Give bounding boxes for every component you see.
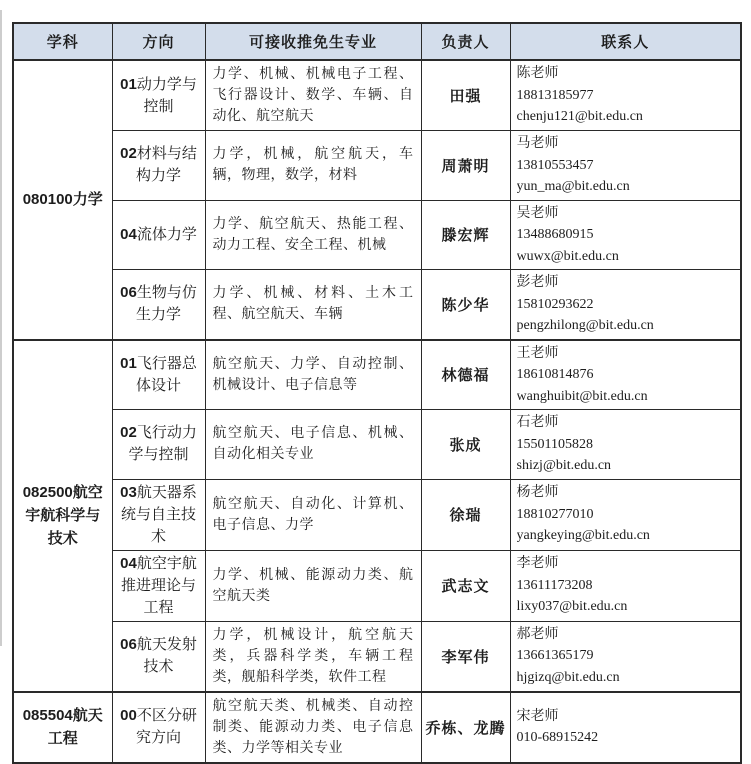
direction-code: 04	[120, 225, 137, 243]
subject-cell	[13, 340, 112, 692]
contact-cell	[510, 131, 741, 201]
contact-line: yun_ma@bit.edu.cn	[516, 179, 630, 194]
header-contact: 联系人	[510, 23, 741, 60]
direction-name: 航空宇航推进理论与工程	[120, 555, 197, 616]
direction-code: 02	[120, 424, 137, 442]
subject-code: 085504	[22, 706, 73, 724]
subject-cell	[13, 692, 112, 763]
majors-cell: 航空航天、力学、自动控制、机械设计、电子信息等	[205, 340, 421, 410]
majors-cell: 力学、航空航天、热能工程、动力工程、安全工程、机械	[205, 200, 421, 270]
contact-cell	[510, 200, 741, 270]
majors-cell: 力学，机械，航空航天，车辆，物理，数学，材料	[205, 131, 421, 201]
contact-line: 18610814876	[516, 367, 594, 382]
leader-cell: 滕宏辉	[421, 200, 510, 270]
contact-line: 陈老师	[516, 66, 559, 82]
contact-cell	[510, 60, 741, 131]
contact-cell	[510, 270, 741, 340]
leader-cell: 林德福	[421, 340, 510, 410]
direction-name: 飞行动力学与控制	[128, 425, 197, 464]
majors-cell: 力学、机械、能源动力类、航空航天类	[205, 550, 421, 621]
direction-cell	[112, 550, 205, 621]
contact-line: 15501105828	[516, 436, 593, 452]
contact-line: 彭老师	[516, 275, 559, 290]
leader-cell: 李军伟	[421, 621, 510, 692]
majors-cell: 力学、机械、材料、土木工程、航空航天、车辆	[205, 270, 421, 340]
contact-line: 石老师	[516, 415, 559, 430]
leader-cell: 周萧明	[421, 131, 510, 201]
table-header	[13, 23, 741, 60]
header-subject: 学科	[13, 23, 112, 60]
direction-cell	[112, 60, 205, 131]
contact-line: 010-68915242	[516, 730, 599, 745]
contact-line: 18810277010	[516, 506, 594, 522]
contact-cell	[510, 692, 741, 763]
leader-cell: 徐瑞	[421, 479, 510, 550]
table-row	[13, 200, 741, 270]
direction-code: 02	[120, 145, 137, 163]
table-row	[13, 60, 741, 131]
direction-name: 航天发射技术	[136, 637, 197, 675]
leader-cell: 张成	[421, 410, 510, 480]
contact-line: 13661365179	[516, 648, 594, 664]
direction-name: 材料与结构力学	[135, 146, 197, 185]
direction-name: 不区分研究方向	[135, 708, 197, 746]
contact-cell	[510, 410, 741, 480]
direction-cell	[112, 131, 205, 201]
table-row	[13, 410, 741, 480]
direction-cell	[112, 340, 205, 410]
direction-code: 06	[120, 284, 137, 302]
leader-cell: 陈少华	[421, 270, 510, 340]
contact-line: chenju121@bit.edu.cn	[516, 109, 643, 125]
majors-cell: 航空航天、自动化、计算机、电子信息、力学	[205, 479, 421, 550]
contact-cell	[510, 621, 741, 692]
leader-cell: 田强	[421, 60, 510, 131]
contact-line: wanghuibit@bit.edu.cn	[516, 388, 648, 404]
majors-cell: 力学，机械设计，航空航天类，兵器科学类，车辆工程类，舰船科学类，软件工程	[205, 621, 421, 692]
table-row	[13, 479, 741, 550]
contact-cell	[510, 550, 741, 621]
direction-code: 06	[120, 636, 137, 653]
subject-cell	[13, 60, 112, 340]
subject-name: 航天工程	[47, 707, 103, 747]
contact-line: 13810553457	[516, 157, 594, 173]
contact-line: pengzhilong@bit.edu.cn	[516, 318, 654, 333]
contact-line: yangkeying@bit.edu.cn	[516, 528, 650, 544]
contact-line: 王老师	[516, 345, 559, 361]
subject-code: 080100	[22, 190, 73, 208]
table-row	[13, 340, 741, 410]
contact-line: 13488680915	[516, 227, 594, 242]
contact-line: shizj@bit.edu.cn	[516, 458, 612, 473]
contact-line: 吴老师	[516, 205, 559, 221]
header-majors: 可接收推免生专业	[205, 23, 421, 60]
direction-cell	[112, 410, 205, 480]
direction-name: 生物与仿生力学	[135, 285, 197, 324]
contact-line: wuwx@bit.edu.cn	[516, 248, 619, 264]
contact-cell	[510, 479, 741, 550]
majors-cell: 力学、机械、机械电子工程、飞行器设计、数学、车辆、自动化、航空航天	[205, 60, 421, 131]
admissions-table	[12, 22, 742, 764]
table-row	[13, 270, 741, 340]
direction-cell	[112, 270, 205, 340]
contact-line: lixy037@bit.edu.cn	[516, 599, 628, 615]
direction-cell	[112, 200, 205, 270]
direction-code: 03	[120, 483, 137, 501]
contact-line: 马老师	[516, 136, 559, 151]
direction-cell	[112, 621, 205, 692]
header-row	[13, 23, 741, 60]
page-edge-artifact	[0, 10, 2, 646]
majors-cell: 航空航天、电子信息、机械、自动化相关专业	[205, 410, 421, 480]
table-row	[13, 692, 741, 763]
majors-cell: 航空航天类、机械类、自动控制类、能源动力类、电子信息类、力学等相关专业	[205, 692, 421, 763]
contact-line: 杨老师	[516, 485, 559, 501]
direction-code: 04	[120, 554, 137, 572]
direction-cell	[112, 692, 205, 763]
contact-line: 李老师	[516, 556, 559, 572]
direction-name: 流体力学	[136, 226, 197, 243]
contact-line: hjgizq@bit.edu.cn	[516, 669, 620, 685]
direction-name: 动力学与控制	[136, 76, 197, 115]
leader-cell: 武志文	[421, 550, 510, 621]
direction-code: 00	[120, 707, 137, 724]
header-leader: 负责人	[421, 23, 510, 60]
table-row	[13, 621, 741, 692]
table-body	[13, 60, 741, 763]
direction-name: 航天器系统与自主技术	[120, 484, 197, 545]
header-direction: 方向	[112, 23, 205, 60]
table-row	[13, 131, 741, 201]
contact-line: 13611173208	[516, 577, 593, 593]
direction-name: 飞行器总体设计	[135, 355, 197, 394]
table-row	[13, 550, 741, 621]
contact-line: 15810293622	[516, 296, 594, 312]
direction-code: 01	[120, 354, 137, 372]
contact-line: 18813185977	[516, 87, 594, 103]
contact-cell	[510, 340, 741, 410]
contact-line: 宋老师	[516, 708, 559, 724]
leader-cell: 乔栋、龙腾	[421, 692, 510, 763]
subject-name: 力学	[72, 191, 103, 208]
direction-code: 01	[120, 75, 137, 93]
subject-name: 航空宇航科学与技术	[25, 484, 103, 547]
direction-cell	[112, 479, 205, 550]
subject-code: 082500	[22, 483, 73, 501]
contact-line: 郝老师	[516, 626, 559, 642]
